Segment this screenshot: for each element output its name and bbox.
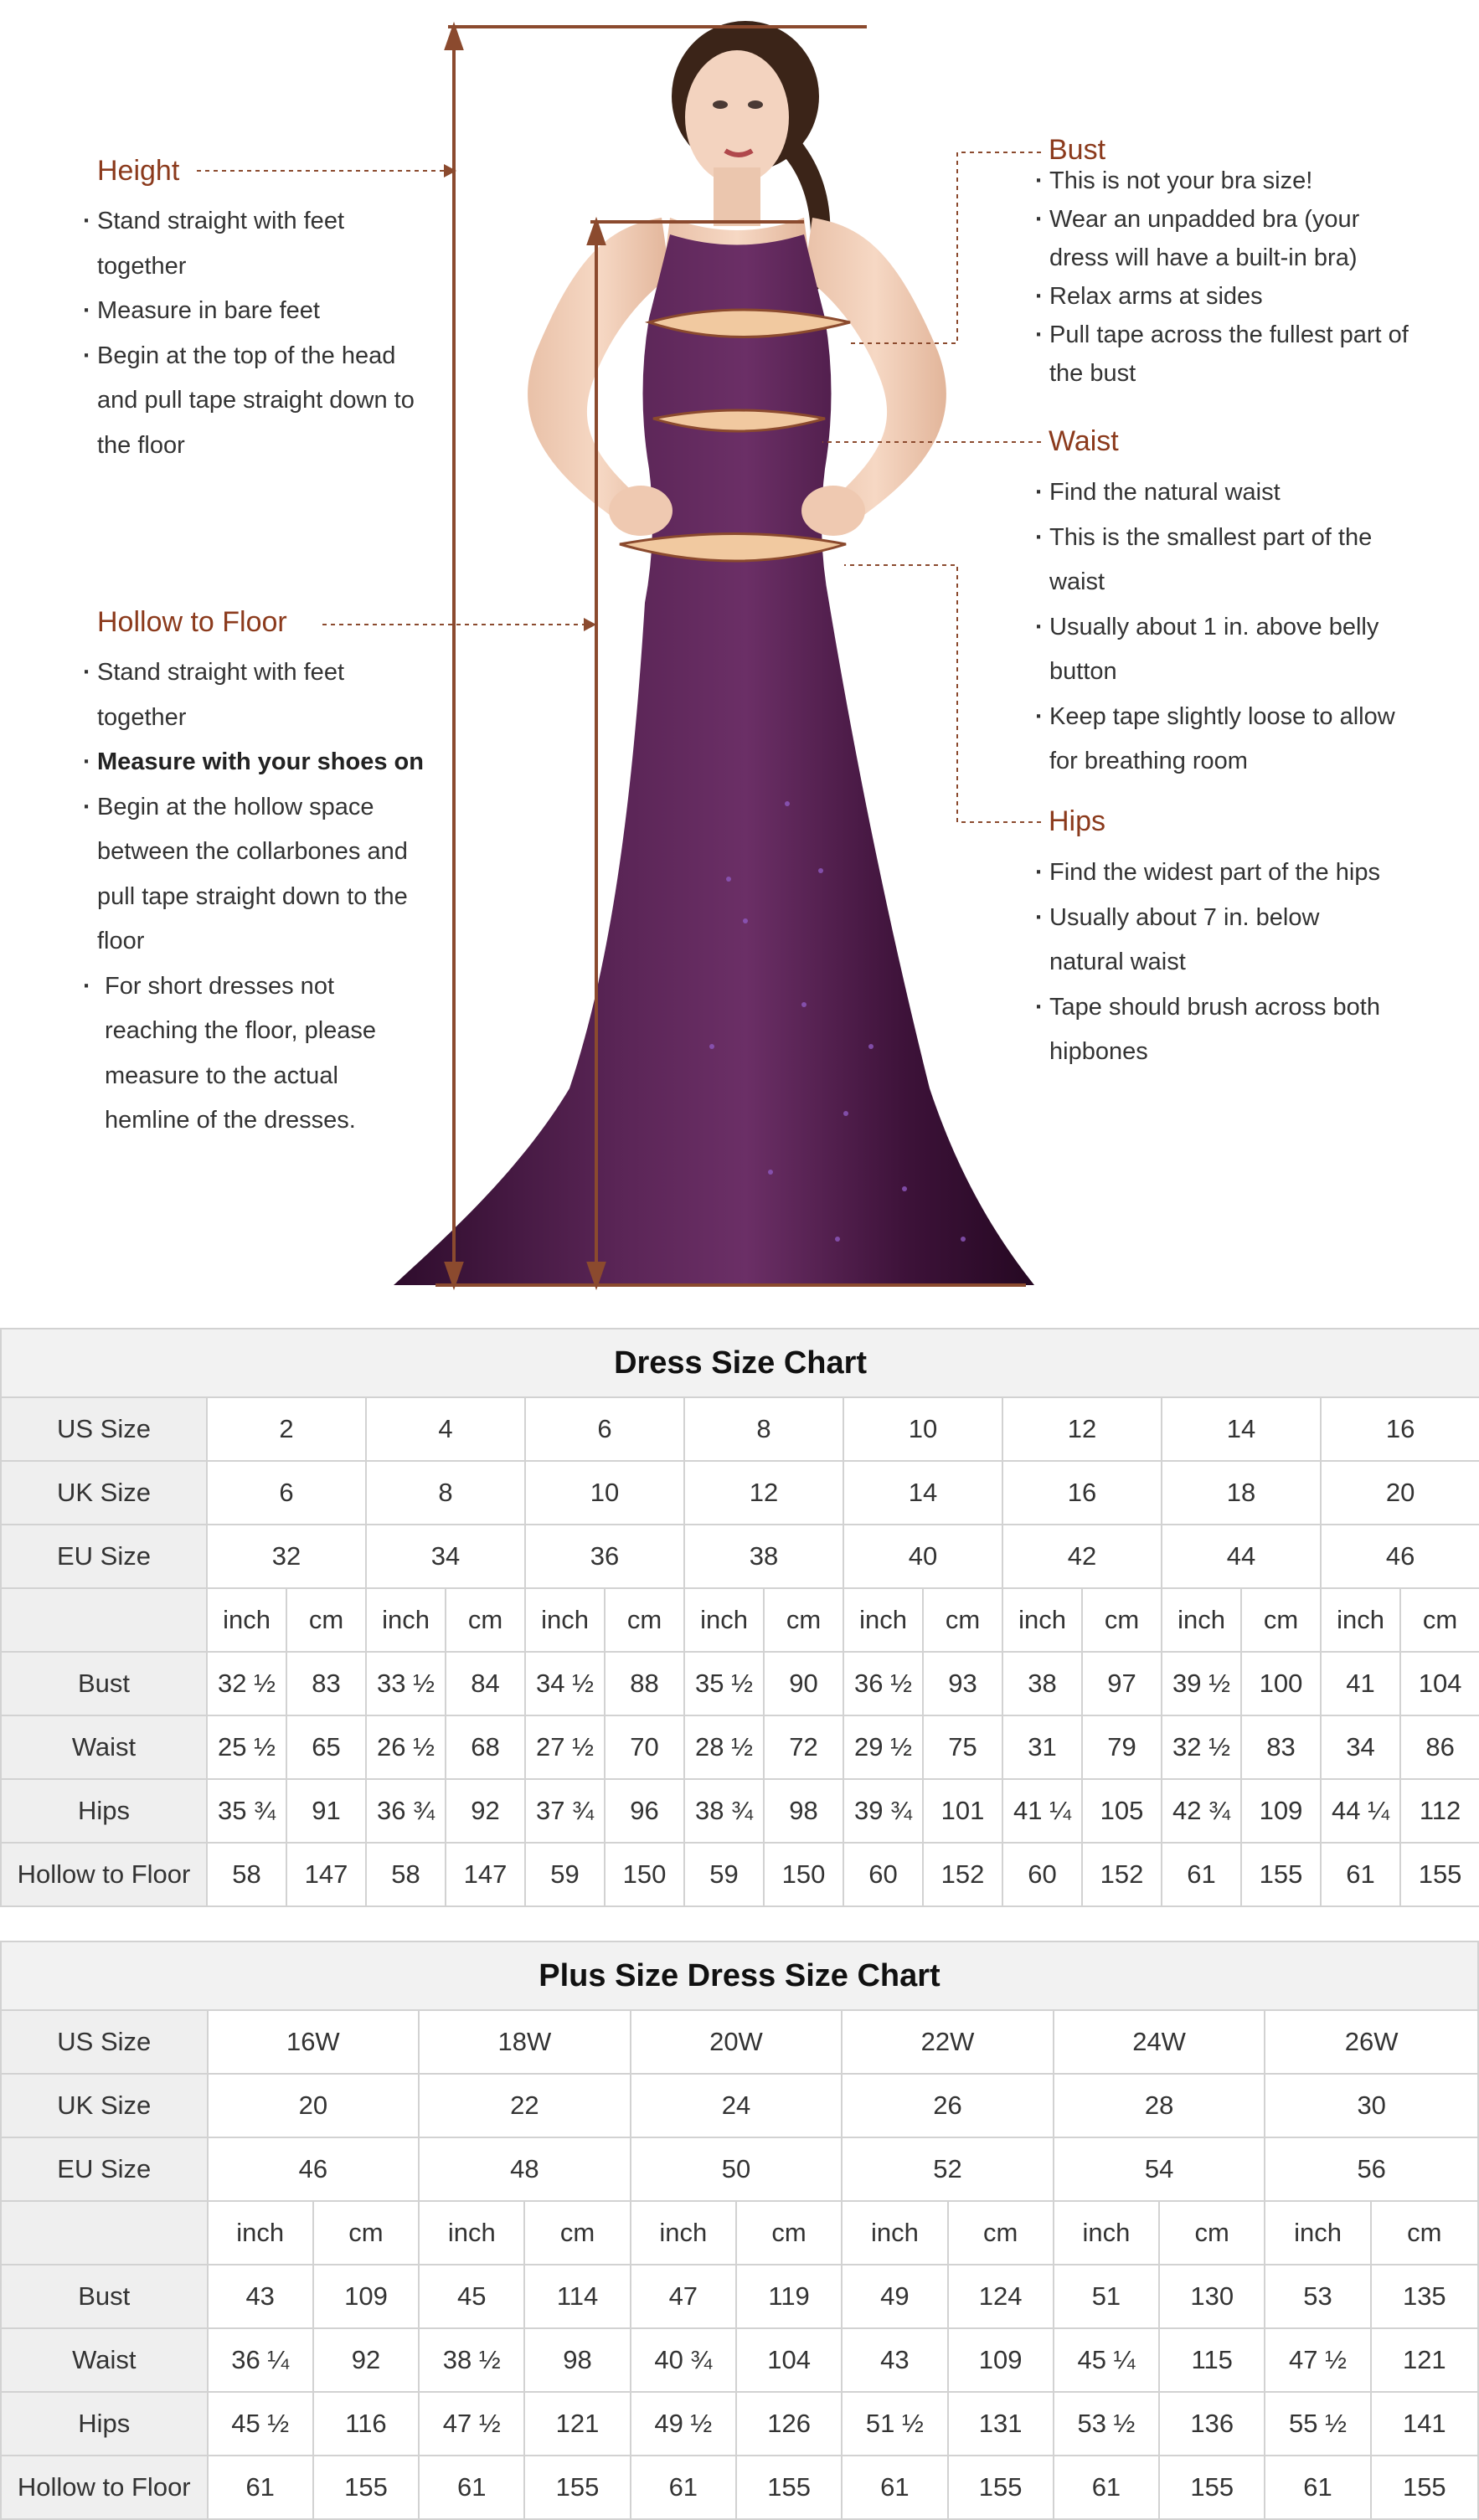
- unit-cm: cm: [736, 2201, 842, 2265]
- measurement-value: 115: [1159, 2328, 1265, 2392]
- measurement-value: 90: [764, 1652, 843, 1715]
- uk-size-row: [1, 1461, 1479, 1525]
- measurement-value: 147: [286, 1843, 366, 1906]
- height-note: · Begin at the top of the head and pull tape straight down to the floor: [83, 334, 435, 469]
- measurement-value: 40 ¾: [631, 2328, 736, 2392]
- measurement-value: 109: [1241, 1779, 1321, 1843]
- measurement-value: 61: [1265, 2456, 1370, 2519]
- unit-row-blank: [1, 1588, 207, 1652]
- us-size-cell: 14: [1162, 1397, 1321, 1461]
- measurement-label: Hips: [1, 2392, 208, 2456]
- us-size-label: US Size: [1, 1397, 207, 1461]
- measurement-value: 98: [764, 1779, 843, 1843]
- eu-size-cell: 42: [1002, 1525, 1162, 1588]
- eu-size-cell: 44: [1162, 1525, 1321, 1588]
- measurement-value: 25 ½: [207, 1715, 286, 1779]
- eu-size-cell: 50: [631, 2137, 843, 2201]
- measurement-value: 155: [313, 2456, 419, 2519]
- us-size-cell: 20W: [631, 2010, 843, 2074]
- measurement-value: 37 ¾: [525, 1779, 605, 1843]
- unit-inch: inch: [1162, 1588, 1241, 1652]
- measurement-value: 93: [923, 1652, 1002, 1715]
- hollow-note: · Begin at the hollow space between the collarbones and pull tape straight down to the floor: [83, 785, 435, 964]
- measurement-value: 34: [1321, 1715, 1400, 1779]
- hips-note: · Usually about 7 in. below natural waist: [1035, 896, 1395, 985]
- measurement-label: Hollow to Floor: [1, 1843, 207, 1906]
- measurement-label: Bust: [1, 2265, 208, 2328]
- height-heading: Height: [97, 155, 180, 187]
- bust-heading: Bust: [1049, 134, 1106, 166]
- hollow-note: · For short dresses not reaching the floor, please measure to the actual hemline of the dresses.: [83, 964, 406, 1144]
- unit-cm: cm: [1400, 1588, 1479, 1652]
- measurement-value: 100: [1241, 1652, 1321, 1715]
- us-size-cell: 12: [1002, 1397, 1162, 1461]
- measurement-value: 114: [524, 2265, 630, 2328]
- waist-note: · Keep tape slightly loose to allow for breathing room: [1035, 695, 1429, 784]
- hips-note: · Find the widest part of the hips: [1035, 851, 1395, 896]
- uk-size-cell: 24: [631, 2074, 843, 2137]
- unit-cm: cm: [313, 2201, 419, 2265]
- uk-size-cell: 20: [1321, 1461, 1479, 1525]
- unit-cm: cm: [1082, 1588, 1162, 1652]
- measurement-value: 155: [948, 2456, 1054, 2519]
- us-size-row: [1, 2010, 1478, 2074]
- measurement-value: 104: [736, 2328, 842, 2392]
- measurement-value: 92: [313, 2328, 419, 2392]
- measurement-value: 130: [1159, 2265, 1265, 2328]
- uk-size-cell: 8: [366, 1461, 525, 1525]
- eu-size-cell: 46: [208, 2137, 420, 2201]
- measurement-value: 61: [1162, 1843, 1241, 1906]
- measurement-row: [1, 1652, 1479, 1715]
- measurement-value: 42 ¾: [1162, 1779, 1241, 1843]
- us-size-cell: 2: [207, 1397, 366, 1461]
- eu-size-cell: 38: [684, 1525, 843, 1588]
- measurement-value: 39 ½: [1162, 1652, 1241, 1715]
- measurement-value: 124: [948, 2265, 1054, 2328]
- measurement-value: 36 ¼: [208, 2328, 313, 2392]
- uk-size-cell: 26: [842, 2074, 1054, 2137]
- bust-notes: [1035, 162, 1412, 393]
- hollow-heading: Hollow to Floor: [97, 606, 287, 638]
- measurement-value: 55 ½: [1265, 2392, 1370, 2456]
- measurement-value: 51: [1054, 2265, 1159, 2328]
- eu-size-cell: 32: [207, 1525, 366, 1588]
- eu-size-cell: 54: [1054, 2137, 1265, 2201]
- unit-cm: cm: [1241, 1588, 1321, 1652]
- measurement-value: 121: [524, 2392, 630, 2456]
- measurement-value: 135: [1371, 2265, 1478, 2328]
- us-size-label: US Size: [1, 2010, 208, 2074]
- dress-size-chart: [0, 1328, 1479, 1907]
- unit-cm: cm: [1371, 2201, 1478, 2265]
- measurement-value: 45 ½: [208, 2392, 313, 2456]
- unit-cm: cm: [764, 1588, 843, 1652]
- measurement-value: 97: [1082, 1652, 1162, 1715]
- measurement-value: 91: [286, 1779, 366, 1843]
- measurement-value: 101: [923, 1779, 1002, 1843]
- measurement-value: 65: [286, 1715, 366, 1779]
- measurement-value: 36 ½: [843, 1652, 923, 1715]
- measurement-value: 83: [286, 1652, 366, 1715]
- uk-size-cell: 16: [1002, 1461, 1162, 1525]
- bust-note: · Relax arms at sides: [1035, 277, 1412, 316]
- us-size-cell: 6: [525, 1397, 684, 1461]
- measurement-value: 29 ½: [843, 1715, 923, 1779]
- measurement-value: 155: [1371, 2456, 1478, 2519]
- uk-size-cell: 14: [843, 1461, 1002, 1525]
- us-size-cell: 8: [684, 1397, 843, 1461]
- measurement-value: 35 ¾: [207, 1779, 286, 1843]
- chart-title: Dress Size Chart: [1, 1329, 1479, 1397]
- measurement-value: 121: [1371, 2328, 1478, 2392]
- measurement-value: 61: [1321, 1843, 1400, 1906]
- uk-size-cell: 28: [1054, 2074, 1265, 2137]
- unit-inch: inch: [525, 1588, 605, 1652]
- measurement-value: 26 ½: [366, 1715, 446, 1779]
- us-size-cell: 26W: [1265, 2010, 1478, 2074]
- measurement-value: 79: [1082, 1715, 1162, 1779]
- unit-inch: inch: [631, 2201, 736, 2265]
- measurement-label: Waist: [1, 1715, 207, 1779]
- unit-inch: inch: [842, 2201, 947, 2265]
- measurement-value: 86: [1400, 1715, 1479, 1779]
- measurement-value: 38: [1002, 1652, 1082, 1715]
- waist-notes: [1035, 471, 1429, 784]
- us-size-cell: 4: [366, 1397, 525, 1461]
- unit-cm: cm: [948, 2201, 1054, 2265]
- unit-cm: cm: [446, 1588, 525, 1652]
- waist-heading: Waist: [1049, 425, 1119, 457]
- hollow-notes: [83, 651, 435, 1144]
- measurement-value: 31: [1002, 1715, 1082, 1779]
- measurement-value: 58: [207, 1843, 286, 1906]
- measurement-row: [1, 2392, 1478, 2456]
- measurement-value: 32 ½: [207, 1652, 286, 1715]
- unit-row: [1, 2201, 1478, 2265]
- eu-size-row: [1, 1525, 1479, 1588]
- measurement-value: 39 ¾: [843, 1779, 923, 1843]
- plus-size-chart: [0, 1941, 1479, 2520]
- hips-note: · Tape should brush across both hipbones: [1035, 985, 1395, 1075]
- uk-size-cell: 22: [419, 2074, 631, 2137]
- head: [685, 50, 789, 226]
- eu-size-label: EU Size: [1, 2137, 208, 2201]
- measurement-value: 38 ¾: [684, 1779, 764, 1843]
- measurement-value: 49 ½: [631, 2392, 736, 2456]
- measurement-value: 51 ½: [842, 2392, 947, 2456]
- eu-size-cell: 40: [843, 1525, 1002, 1588]
- unit-inch: inch: [207, 1588, 286, 1652]
- measurement-row: [1, 2328, 1478, 2392]
- waist-note: · Find the natural waist: [1035, 471, 1429, 516]
- unit-inch: inch: [366, 1588, 446, 1652]
- unit-cm: cm: [524, 2201, 630, 2265]
- eu-size-cell: 34: [366, 1525, 525, 1588]
- measurement-value: 43: [208, 2265, 313, 2328]
- unit-cm: cm: [1159, 2201, 1265, 2265]
- measurement-value: 61: [208, 2456, 313, 2519]
- measurement-value: 32 ½: [1162, 1715, 1241, 1779]
- bust-note: · Wear an unpadded bra (your dress will have a built-in bra): [1035, 200, 1412, 277]
- measurement-value: 28 ½: [684, 1715, 764, 1779]
- measurement-value: 59: [684, 1843, 764, 1906]
- bust-note: · This is not your bra size!: [1035, 162, 1412, 200]
- us-size-cell: 16: [1321, 1397, 1479, 1461]
- measurement-value: 155: [1400, 1843, 1479, 1906]
- measurement-value: 72: [764, 1715, 843, 1779]
- measurement-value: 155: [524, 2456, 630, 2519]
- measurement-row: [1, 1779, 1479, 1843]
- eu-size-cell: 56: [1265, 2137, 1478, 2201]
- hips-notes: [1035, 851, 1395, 1075]
- measurement-value: 88: [605, 1652, 684, 1715]
- measurement-value: 96: [605, 1779, 684, 1843]
- measurement-value: 35 ½: [684, 1652, 764, 1715]
- uk-size-cell: 20: [208, 2074, 420, 2137]
- unit-cm: cm: [286, 1588, 366, 1652]
- bust-note: · Pull tape across the fullest part of the bust: [1035, 316, 1412, 393]
- measurement-value: 131: [948, 2392, 1054, 2456]
- measurement-value: 150: [764, 1843, 843, 1906]
- uk-size-label: UK Size: [1, 2074, 208, 2137]
- unit-inch: inch: [684, 1588, 764, 1652]
- measurement-value: 38 ½: [419, 2328, 524, 2392]
- unit-inch: inch: [1265, 2201, 1370, 2265]
- eu-size-cell: 46: [1321, 1525, 1479, 1588]
- uk-size-cell: 12: [684, 1461, 843, 1525]
- measurement-value: 84: [446, 1652, 525, 1715]
- hollow-note: · Stand straight with feet together: [83, 651, 435, 740]
- unit-cm: cm: [605, 1588, 684, 1652]
- measurement-value: 53 ½: [1054, 2392, 1159, 2456]
- us-size-cell: 18W: [419, 2010, 631, 2074]
- chart-title: Plus Size Dress Size Chart: [1, 1941, 1478, 2010]
- measurement-value: 34 ½: [525, 1652, 605, 1715]
- hollow-note: · Measure with your shoes on: [83, 740, 435, 785]
- measurement-value: 60: [1002, 1843, 1082, 1906]
- measurement-value: 53: [1265, 2265, 1370, 2328]
- unit-inch: inch: [1054, 2201, 1159, 2265]
- height-note: · Measure in bare feet: [83, 289, 435, 334]
- measurement-value: 109: [313, 2265, 419, 2328]
- measurement-value: 104: [1400, 1652, 1479, 1715]
- waist-note: · This is the smallest part of the waist: [1035, 516, 1429, 605]
- measurement-value: 58: [366, 1843, 446, 1906]
- uk-size-cell: 10: [525, 1461, 684, 1525]
- measurement-value: 92: [446, 1779, 525, 1843]
- measurement-value: 33 ½: [366, 1652, 446, 1715]
- chart-title-row: [1, 1329, 1479, 1397]
- measurement-value: 155: [1159, 2456, 1265, 2519]
- eu-size-cell: 52: [842, 2137, 1054, 2201]
- measurement-value: 70: [605, 1715, 684, 1779]
- measurement-value: 116: [313, 2392, 419, 2456]
- measurement-value: 59: [525, 1843, 605, 1906]
- measurement-value: 44 ¼: [1321, 1779, 1400, 1843]
- measurement-value: 155: [1241, 1843, 1321, 1906]
- measurement-value: 36 ¾: [366, 1779, 446, 1843]
- measurement-value: 41: [1321, 1652, 1400, 1715]
- measurement-value: 45: [419, 2265, 524, 2328]
- unit-inch: inch: [1321, 1588, 1400, 1652]
- eu-size-row: [1, 2137, 1478, 2201]
- measurement-row: [1, 1715, 1479, 1779]
- eu-size-cell: 48: [419, 2137, 631, 2201]
- measurement-value: 112: [1400, 1779, 1479, 1843]
- measurement-value: 61: [1054, 2456, 1159, 2519]
- measurement-value: 155: [736, 2456, 842, 2519]
- uk-size-cell: 30: [1265, 2074, 1478, 2137]
- measurement-value: 27 ½: [525, 1715, 605, 1779]
- measurement-row: [1, 2265, 1478, 2328]
- uk-size-cell: 18: [1162, 1461, 1321, 1525]
- measurement-row: [1, 2456, 1478, 2519]
- chart-title-row: [1, 1941, 1478, 2010]
- us-size-cell: 24W: [1054, 2010, 1265, 2074]
- us-size-cell: 16W: [208, 2010, 420, 2074]
- measurement-value: 60: [843, 1843, 923, 1906]
- measurement-value: 41 ¼: [1002, 1779, 1082, 1843]
- unit-inch: inch: [1002, 1588, 1082, 1652]
- measurement-value: 141: [1371, 2392, 1478, 2456]
- measurement-value: 75: [923, 1715, 1002, 1779]
- unit-inch: inch: [843, 1588, 923, 1652]
- us-size-cell: 22W: [842, 2010, 1054, 2074]
- us-size-row: [1, 1397, 1479, 1461]
- unit-inch: inch: [208, 2201, 313, 2265]
- unit-row: [1, 1588, 1479, 1652]
- measurement-value: 47 ½: [419, 2392, 524, 2456]
- measurement-value: 47 ½: [1265, 2328, 1370, 2392]
- measurement-value: 152: [1082, 1843, 1162, 1906]
- measurement-value: 61: [842, 2456, 947, 2519]
- unit-cm: cm: [923, 1588, 1002, 1652]
- measurement-value: 83: [1241, 1715, 1321, 1779]
- measurement-value: 68: [446, 1715, 525, 1779]
- measurement-value: 43: [842, 2328, 947, 2392]
- measurement-value: 136: [1159, 2392, 1265, 2456]
- measurement-label: Waist: [1, 2328, 208, 2392]
- uk-size-cell: 6: [207, 1461, 366, 1525]
- measurement-value: 49: [842, 2265, 947, 2328]
- measurement-value: 147: [446, 1843, 525, 1906]
- unit-row-blank: [1, 2201, 208, 2265]
- measurement-label: Bust: [1, 1652, 207, 1715]
- height-note: · Stand straight with feet together: [83, 199, 435, 289]
- measurement-row: [1, 1843, 1479, 1906]
- waist-note: · Usually about 1 in. above belly button: [1035, 605, 1429, 695]
- measurement-value: 126: [736, 2392, 842, 2456]
- measurement-value: 150: [605, 1843, 684, 1906]
- measurement-label: Hips: [1, 1779, 207, 1843]
- hips-heading: Hips: [1049, 805, 1106, 837]
- measurement-label: Hollow to Floor: [1, 2456, 208, 2519]
- measurement-value: 105: [1082, 1779, 1162, 1843]
- eu-size-label: EU Size: [1, 1525, 207, 1588]
- us-size-cell: 10: [843, 1397, 1002, 1461]
- height-notes: [83, 199, 435, 468]
- measurement-value: 45 ¼: [1054, 2328, 1159, 2392]
- uk-size-label: UK Size: [1, 1461, 207, 1525]
- measurement-value: 119: [736, 2265, 842, 2328]
- measurement-value: 152: [923, 1843, 1002, 1906]
- eu-size-cell: 36: [525, 1525, 684, 1588]
- measurement-value: 61: [419, 2456, 524, 2519]
- measurement-value: 109: [948, 2328, 1054, 2392]
- measurement-value: 47: [631, 2265, 736, 2328]
- unit-inch: inch: [419, 2201, 524, 2265]
- measurement-value: 98: [524, 2328, 630, 2392]
- uk-size-row: [1, 2074, 1478, 2137]
- measurement-value: 61: [631, 2456, 736, 2519]
